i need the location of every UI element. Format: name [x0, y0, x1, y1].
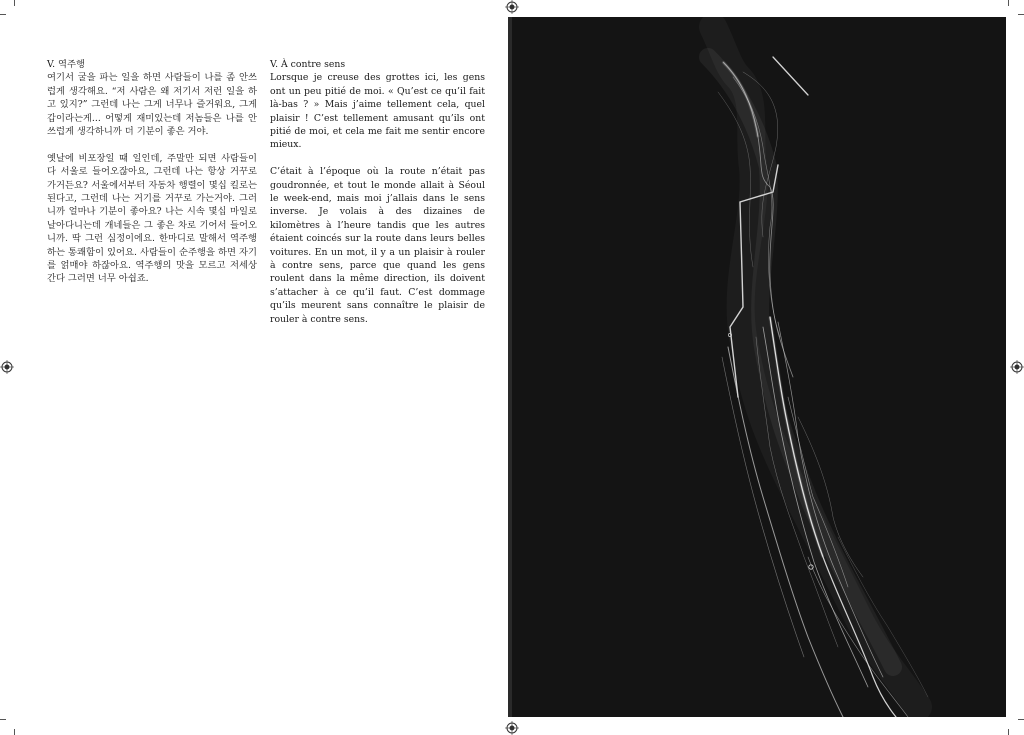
french-heading: V. À contre sens [270, 59, 346, 70]
crop-mark [0, 14, 6, 15]
french-paragraph-2: C’était à l’époque où la route n’était pas goudronnée, et tout le monde allait à Séoul le week-end, mais moi j’allais dans le sens inverse. Je volais à des dizaines de kilomètres à l’heure tandis que les autres étaient coincés sur la route dans leurs belles voitures. En un mot, il y a un plaisir à rouler à contre sens, parce que quand les gens roulent dans la même direction, ils doivent s’attacher à ce qu’il faut. C’est dommage qu’ils meurent sans connaître le plaisir de rouler à contre sens. [270, 166, 485, 325]
road-traces-image [508, 17, 1006, 717]
korean-heading: V. 역주행 [47, 59, 85, 70]
korean-paragraph-1: 여기서 굴을 파는 일을 하면 사람들이 나를 좀 안쓰럽게 생각해요. “저 사람은 왜 저기서 저런 일을 하고 있지?” 그런데 나는 그게 너무나 즐거워요, 그게 갑이라는게... 어떻게 재미있는데 저놈들은 나를 안쓰럽게 생각하니까 더 기분이 좋은 거야. [47, 72, 257, 138]
crop-mark [1018, 14, 1024, 15]
crop-mark [1008, 729, 1009, 735]
crop-mark [14, 729, 15, 735]
road-traces-drawing [508, 17, 1006, 717]
korean-paragraph-2: 옛날에 비포장일 때 일인데, 주말만 되면 사람들이 다 서울로 들어오잖아요, 그런데 나는 항상 거꾸로 가거든요? 서울에서부터 자동차 행렬이 몇십 킬로는 된다고, 그런데 나는 거기를 거꾸로 가는거야. 그러니까 얼마나 기분이 좋아요? 나는 시속 몇십 마일로 날아다니는데 개네들은 그 좋은 차로 기어서 들어오니까. 딱 그런 심정이에요. 한마디로 말해서 역주행하는 통쾌함이 있어요. 사람들이 순주행을 하면 자기를 얽매야 하잖아요. 역주행의 맛을 모르고 저세상 간다 그러면 너무 아쉽죠. [47, 152, 257, 285]
crop-mark [14, 0, 15, 6]
crop-mark [1008, 0, 1009, 6]
crop-mark [1018, 719, 1024, 720]
french-paragraph-1: Lorsque je creuse des grottes ici, les gens ont un peu pitié de moi. « Qu’est ce qu’il fait là-bas ? » Mais j’aime tellement cela, quel plaisir ! C’est tellement amusant qu’ils ont pitié de moi, et cela me fait me sentir encore mieux. [270, 72, 485, 151]
registration-mark-icon [0, 360, 14, 374]
korean-text-column [47, 58, 257, 286]
registration-mark-icon [1010, 360, 1024, 374]
registration-mark-icon [505, 721, 519, 735]
french-text-column [270, 58, 485, 326]
registration-mark-icon [505, 0, 519, 14]
crop-mark [0, 719, 6, 720]
